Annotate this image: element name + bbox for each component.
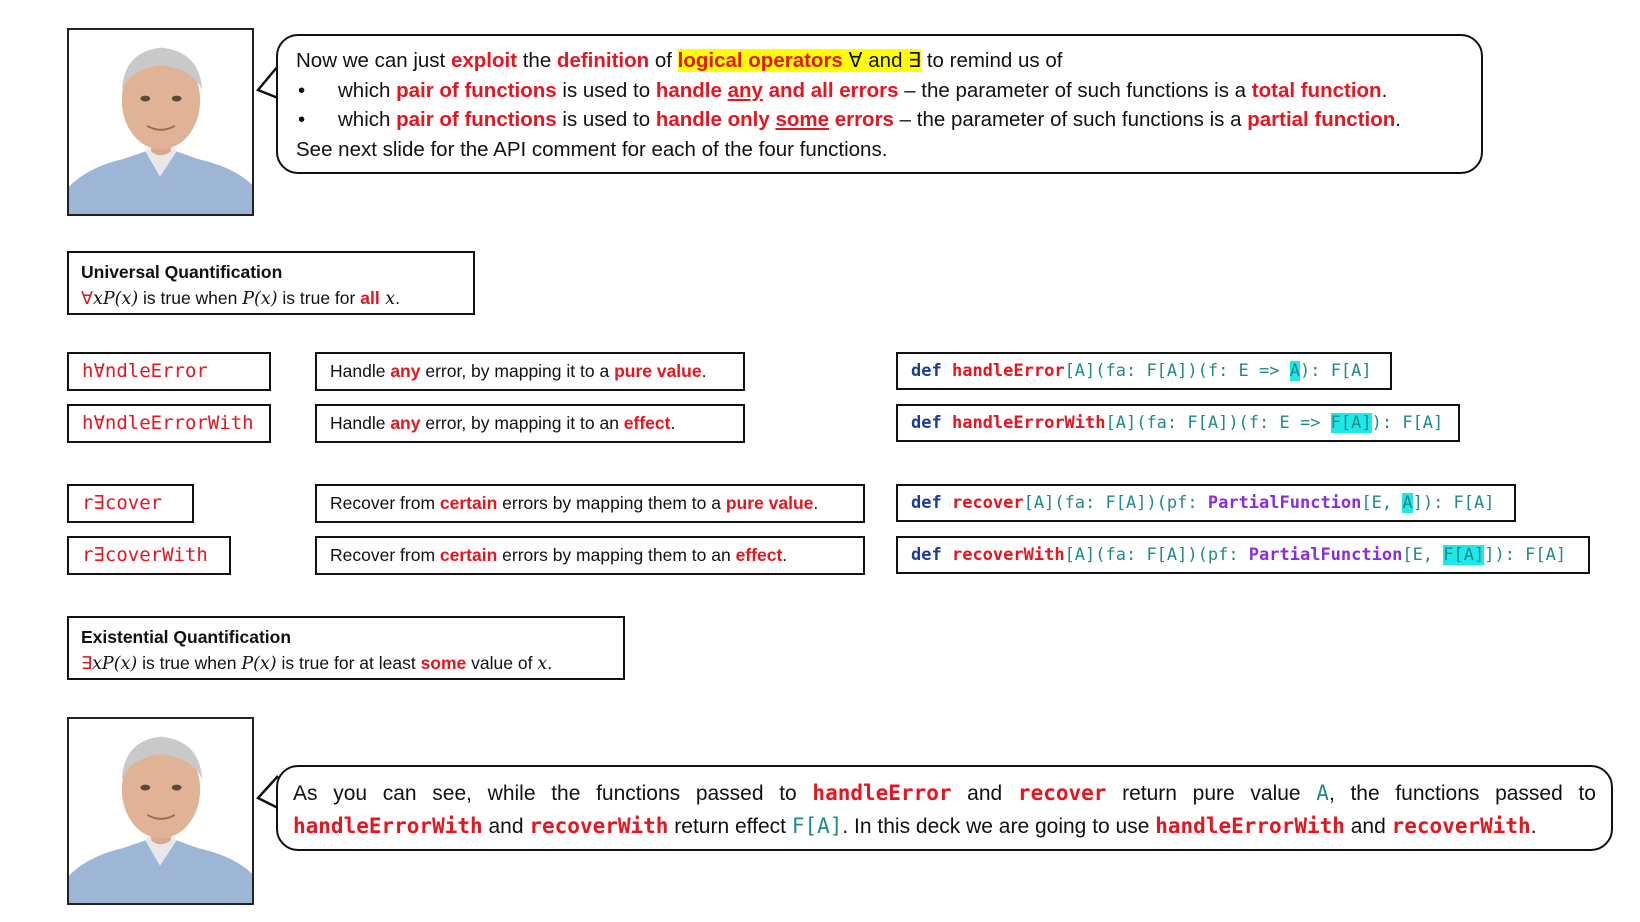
fn-signature-recoverWith: def recoverWith[A](fa: F[A])(pf: PartialFunction[E, F[A]]): F[A] [896, 536, 1590, 574]
universal-title: Universal Quantification [81, 262, 283, 282]
existential-quantification-box [67, 616, 625, 680]
fn-name-handleErrorWith: h∀ndleErrorWith [67, 404, 271, 443]
fn-signature-handleError: def handleError[A](fa: F[A])(f: E => A): F[A] [896, 352, 1392, 390]
fn-name-handleError: h∀ndleError [67, 352, 271, 391]
fn-desc-handleErrorWith: Handle any error, by mapping it to an effect. [315, 404, 745, 443]
fn-desc-handleError: Handle any error, by mapping it to a pure value. [315, 352, 745, 391]
universal-formula: ∀xP(x) is true when P(x) is true for all x. [81, 288, 400, 309]
fn-name-recover: r∃cover [67, 484, 194, 523]
speech-bubble-bottom: As you can see, while the functions passed to handleError and recover return pure value A, the functions passed to handleErrorWith and recoverWith return effect F[A]. In this deck we are going to use handleErrorWith and recoverWith. [276, 765, 1613, 851]
fn-desc-recover: Recover from certain errors by mapping them to a pure value. [315, 484, 865, 523]
bubble-top-line1: Now we can just exploit the definition of logical operators ∀ and ∃ to remind us of [296, 49, 1063, 72]
bubble-top-bullet1: • which pair of functions is used to handle any and all errors – the parameter of such functions is a total function. [298, 78, 1388, 102]
existential-title: Existential Quantification [81, 627, 292, 647]
bubble-top-line4: See next slide for the API comment for each of the four functions. [296, 137, 888, 161]
fn-name-recoverWith: r∃coverWith [67, 536, 231, 575]
fn-desc-recoverWith: Recover from certain errors by mapping them to an effect. [315, 536, 865, 575]
person-photo-icon [69, 30, 252, 214]
speech-bubble-top [276, 34, 1483, 174]
person-photo-icon [69, 719, 252, 903]
existential-formula: ∃xP(x) is true when P(x) is true for at least some value of x. [81, 653, 553, 674]
universal-quantification-box [67, 251, 475, 315]
presenter-portrait-top [67, 28, 254, 216]
presenter-portrait-bottom [67, 717, 254, 905]
bubble-top-bullet2: • which pair of functions is used to handle only some errors – the parameter of such functions is a partial function. [298, 108, 1401, 131]
fn-signature-handleErrorWith: def handleErrorWith[A](fa: F[A])(f: E => F[A]): F[A] [896, 404, 1460, 442]
fn-signature-recover: def recover[A](fa: F[A])(pf: PartialFunction[E, A]): F[A] [896, 484, 1516, 522]
